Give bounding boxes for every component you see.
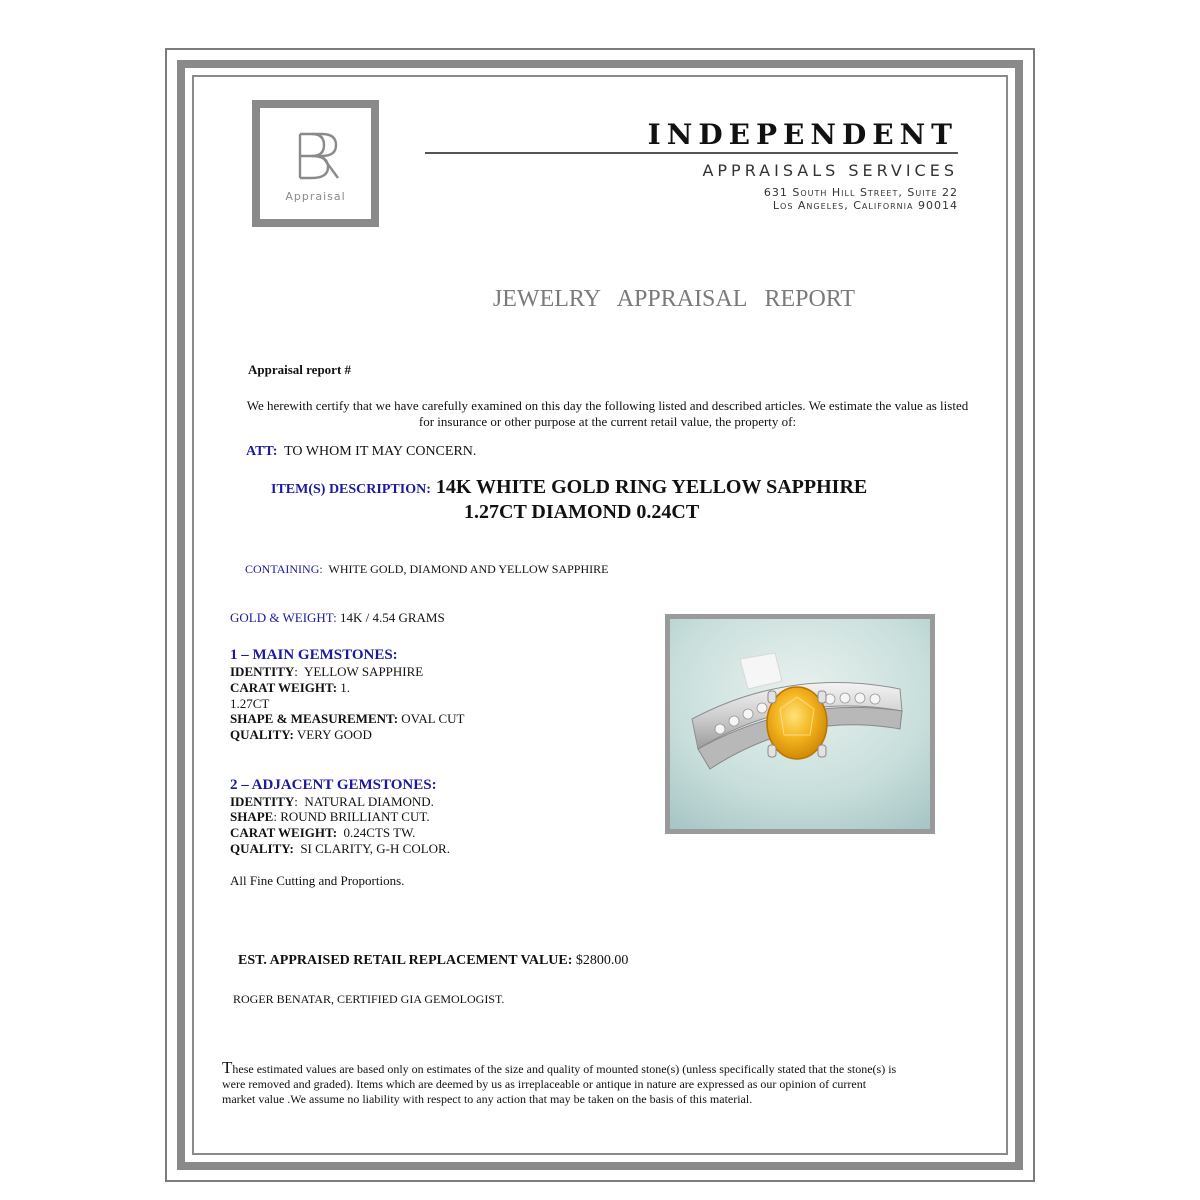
logo-panel: [260, 108, 371, 219]
main-carat-value-line2: 1.27CT: [230, 696, 270, 711]
gold-weight-value: 14K / 4.54 GRAMS: [339, 610, 445, 625]
cutting-note: All Fine Cutting and Proportions.: [230, 873, 405, 888]
adjacent-carat-line: [230, 825, 415, 841]
item-description-label: ITEM(S) DESCRIPTION:: [271, 482, 431, 497]
adjacent-quality-line: [230, 841, 450, 857]
ring-photo-frame: [665, 614, 935, 834]
certification-text: We herewith certify that we have carefully examined on this day the following listed and described articles. We estimate the value as listed for insurance or other purpose at the current retail value, the property of:: [246, 398, 969, 429]
adjacent-shape-line: SHAPE: ROUND BRILLIANT CUT.: [230, 809, 430, 824]
br-monogram-icon: [260, 126, 371, 186]
disclaimer-first-letter: T: [222, 1058, 233, 1077]
main-carat-value: 1.: [340, 680, 351, 695]
disclaimer-line-2: were removed and graded). Items which are deemed by us as irreplaceable or antique in nature are expressed as our opinion of current: [222, 1077, 867, 1091]
adjacent-identity-label: IDENTITY: [230, 794, 295, 809]
company-subtitle: APPRAISALS SERVICES: [702, 161, 958, 180]
main-quality-label: QUALITY:: [230, 727, 294, 742]
main-identity-label: IDENTITY: [230, 664, 295, 679]
containing-line: [245, 561, 608, 577]
main-identity-line: IDENTITY: YELLOW SAPPHIRE: [230, 664, 424, 679]
company-name: INDEPENDENT: [647, 118, 958, 151]
containing-value: WHITE GOLD, DIAMOND AND YELLOW SAPPHIRE: [328, 562, 609, 576]
att-label: ATT:: [246, 444, 278, 459]
main-carat-line: [230, 680, 350, 696]
adjacent-shape-value: ROUND BRILLIANT CUT.: [280, 809, 430, 824]
adjacent-shape-label: SHAPE: [230, 809, 274, 824]
disclaimer-line-1: [222, 1060, 922, 1077]
appraisal-report-number: Appraisal report #: [248, 362, 352, 377]
disclaimer-line-3: market value .We assume no liability with respect to any action that may be taken on the basis of this material.: [222, 1092, 753, 1106]
main-shape-label: SHAPE & MEASUREMENT:: [230, 711, 399, 726]
main-shape-value: OVAL CUT: [401, 711, 465, 726]
adjacent-quality-label: QUALITY:: [230, 841, 294, 856]
item-description-value-2: 1.27CT DIAMOND 0.24CT: [464, 501, 700, 523]
adjacent-identity-line: IDENTITY: NATURAL DIAMOND.: [230, 794, 434, 809]
gold-weight-label: GOLD & WEIGHT:: [230, 610, 337, 625]
logo-caption: Appraisal: [285, 190, 346, 203]
header-divider: [425, 152, 958, 154]
adjacent-carat-label: CARAT WEIGHT:: [230, 825, 338, 840]
disclaimer-line-1-text: hese estimated values are based only on estimates of the size and quality of mounted stone(s) (unless specifically stated that the stone(s) is: [232, 1062, 897, 1076]
adjacent-carat-value: 0.24CTS TW.: [343, 825, 416, 840]
report-title: JEWELRY APPRAISAL REPORT: [492, 286, 856, 312]
disclaimer: [222, 1060, 922, 1107]
att-line: [246, 444, 476, 460]
valuation-label: EST. APPRAISED RETAIL REPLACEMENT VALUE:: [238, 953, 573, 968]
main-shape-line: [230, 711, 465, 727]
address-line-2: Los Angeles, California 90014: [772, 199, 958, 212]
item-description-line-1: [271, 475, 867, 502]
main-identity-value: YELLOW SAPPHIRE: [303, 664, 424, 679]
containing-label: CONTAINING:: [245, 562, 323, 576]
item-description-value-1: 14K WHITE GOLD RING YELLOW SAPPHIRE: [435, 476, 868, 498]
company-logo: [252, 100, 379, 227]
adjacent-quality-value: SI CLARITY, G-H COLOR.: [300, 841, 450, 856]
main-quality-line: [230, 727, 372, 743]
main-carat-label: CARAT WEIGHT:: [230, 680, 338, 695]
main-quality-value: VERY GOOD: [296, 727, 372, 742]
appraiser-name: ROGER BENATAR, CERTIFIED GIA GEMOLOGIST.: [233, 992, 505, 1006]
valuation-line: [238, 953, 628, 969]
ring-photo: [670, 619, 930, 829]
main-gemstones-heading: 1 – MAIN GEMSTONES:: [230, 647, 398, 663]
address-line-1: 631 South Hill Street, Suite 22: [763, 186, 958, 199]
adjacent-gemstones-heading: 2 – ADJACENT GEMSTONES:: [230, 777, 437, 793]
valuation-value: $2800.00: [575, 953, 629, 968]
adjacent-identity-value: NATURAL DIAMOND.: [304, 794, 434, 809]
att-value: TO WHOM IT MAY CONCERN.: [284, 444, 477, 459]
gold-weight-line: [230, 610, 445, 626]
